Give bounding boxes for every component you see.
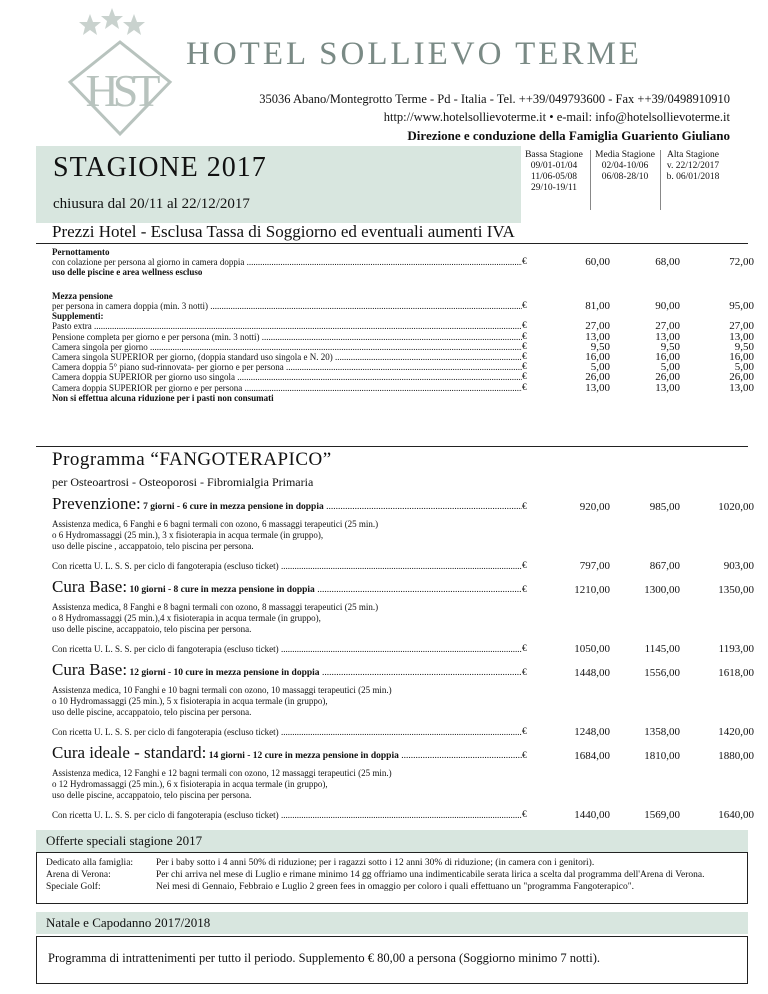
- prices-title: Prezzi Hotel - Esclusa Tassa di Soggiorno ed eventuali aumenti IVA: [52, 222, 515, 241]
- price-high: 5,00: [734, 361, 754, 374]
- price-low: 1440,00: [574, 809, 610, 821]
- package-desc: uso delle piscine , accappatoio, telo piscina per persona.: [52, 541, 254, 551]
- package-name: Prevenzione:: [52, 494, 141, 513]
- package-label: [52, 577, 522, 600]
- package-row: [52, 743, 754, 766]
- offer-label: Speciale Golf:: [46, 882, 101, 892]
- star-icons: [79, 8, 145, 35]
- currency: €: [522, 585, 527, 595]
- price-row: [52, 256, 754, 268]
- package-desc: o 6 Hydromassaggi (25 min.), 3 x fisioterapia in acqua termale (in gruppo),: [52, 530, 324, 540]
- package-desc: Assistenza medica, 6 Fanghi e 6 bagni termali con ozono, 6 massaggi terapeutici (25 min.): [52, 519, 379, 529]
- logo-letters: HST: [85, 65, 155, 116]
- package-desc: Assistenza medica, 8 Fanghi e 8 bagni termali con ozono, 8 massaggi terapeutici (25 min.): [52, 602, 379, 612]
- price-low: 5,00: [590, 361, 610, 374]
- offer-label: Dedicato alla famiglia:: [46, 858, 134, 868]
- currency: €: [522, 644, 527, 654]
- price-high: 1880,00: [718, 750, 754, 762]
- package-detail: 10 giorni - 8 cure in mezza pensione in doppia: [129, 585, 315, 595]
- offer-item: [46, 881, 736, 893]
- row-label: Con ricetta U. L. S. S. per ciclo di fangoterapia (escluso ticket) .....: [52, 810, 522, 820]
- divider: [590, 150, 591, 210]
- price-low: 13,00: [585, 381, 610, 394]
- offer-text: Per i baby sotto i 4 anni 50% di riduzione; per i ragazzi sotto i 12 anni 30% di riduzione; (in camera con i genitori).: [156, 858, 595, 868]
- offer-label: Arena di Verona:: [46, 870, 111, 880]
- currency: €: [522, 727, 527, 737]
- currency: €: [522, 341, 527, 352]
- row-label: Con ricetta U. L. S. S. per ciclo di fangoterapia (escluso ticket) .....: [52, 644, 522, 654]
- row-label: Con ricetta U. L. S. S. per ciclo di fangoterapia (escluso ticket) .....: [52, 727, 522, 737]
- season-date: v. 22/12/2017: [666, 161, 720, 171]
- package-desc: Assistenza medica, 10 Fanghi e 10 bagni termali con ozono, 10 massaggi terapeutici (25 min.): [52, 685, 392, 695]
- package-block: [52, 494, 754, 577]
- row-label: per persona in camera doppia (min. 3 notti) .....: [52, 301, 522, 311]
- package-name: Cura Base:: [52, 577, 128, 596]
- currency: €: [522, 301, 527, 312]
- price-mid: 1145,00: [644, 643, 680, 655]
- package-desc: uso delle piscine, accappatoio, telo piscina per persona.: [52, 624, 252, 634]
- price-mid: 13,00: [655, 381, 680, 394]
- currency: €: [522, 321, 527, 332]
- price-low: 60,00: [585, 256, 610, 268]
- row-label: Camera doppia 5° piano sud-rinnovata- per giorno e per persona .....: [52, 362, 522, 372]
- price-mid: 1810,00: [644, 750, 680, 762]
- package-desc: uso delle piscine, accappatoio, telo piscina per persona.: [52, 707, 252, 717]
- price-mid: 1300,00: [644, 584, 680, 596]
- package-block: [52, 660, 754, 743]
- season-date: 29/10-19/11: [530, 183, 578, 193]
- package-detail: 14 giorni - 12 cure in mezza pensione in doppia: [208, 751, 399, 761]
- closure-dates: chiusura dal 20/11 al 22/12/2017: [53, 196, 250, 212]
- row-label: Camera singola per giorno .....: [52, 342, 522, 352]
- season-column-low: [521, 150, 587, 194]
- ricetta-row: [52, 809, 754, 821]
- price-mid: 16,00: [655, 351, 680, 364]
- package-label: [52, 743, 522, 766]
- package-row: [52, 577, 754, 600]
- package-label: [52, 494, 522, 517]
- price-table: [52, 247, 754, 403]
- price-high: 72,00: [729, 256, 754, 268]
- supplement-list: [52, 320, 754, 394]
- price-high: 16,00: [729, 351, 754, 364]
- section-head: Mezza pensione: [52, 291, 113, 302]
- program-title: Programma “FANGOTERAPICO”: [52, 449, 332, 470]
- section-head: Pernottamento: [52, 247, 110, 257]
- divider: [36, 446, 748, 447]
- price-low: 16,00: [585, 351, 610, 364]
- package-desc: o 12 Hydromassaggi (25 min.), 6 x fisioterapia in acqua termale (in gruppo),: [52, 779, 328, 789]
- hotel-logo: [50, 4, 190, 144]
- row-label: Camera doppia SUPERIOR per giorno uso singola .....: [52, 372, 522, 382]
- christmas-title: Natale e Capodanno 2017/2018: [46, 915, 211, 930]
- currency: €: [522, 810, 527, 820]
- package-label: [52, 660, 522, 683]
- season-title: STAGIONE 2017: [53, 152, 267, 183]
- season-date: 02/04-10/06: [601, 161, 649, 171]
- price-mid: 26,00: [655, 371, 680, 384]
- package-desc: o 8 Hydromassaggi (25 min.),4 x fisioterapia in acqua termale (in gruppo),: [52, 613, 321, 623]
- row-label: Pensione completa per giorno e per persona (min. 3 notti) .....: [52, 332, 522, 342]
- supplement-row: [52, 381, 754, 394]
- price-low: 81,00: [585, 300, 610, 313]
- row-label: Con ricetta U. L. S. S. per ciclo di fangoterapia (escluso ticket) .....: [52, 561, 522, 571]
- package-block: [52, 577, 754, 660]
- price-high: 1640,00: [718, 809, 754, 821]
- price-high: 1020,00: [718, 501, 754, 513]
- price-high: 1193,00: [718, 643, 754, 655]
- offer-text: Nei mesi di Gennaio, Febbraio e Luglio 2 green fees in omaggio per coloro i quali effettuano un "programma Fangoterapico".: [156, 882, 634, 892]
- price-low: 27,00: [585, 320, 610, 333]
- price-high: 903,00: [723, 560, 754, 572]
- season-date: b. 06/01/2018: [666, 172, 720, 182]
- section-note: uso delle piscine e area wellness escluso: [52, 267, 203, 278]
- package-detail: 7 giorni - 6 cure in mezza pensione in doppia: [143, 502, 324, 512]
- price-mid: 90,00: [655, 300, 680, 313]
- season-column-mid: [592, 150, 658, 183]
- price-high: 26,00: [729, 371, 754, 384]
- price-mid: 9,50: [660, 340, 680, 353]
- currency: €: [522, 331, 527, 342]
- price-row: [52, 300, 754, 313]
- currency: €: [522, 668, 527, 678]
- currency: €: [522, 372, 527, 383]
- offers-title: Offerte speciali stagione 2017: [46, 833, 203, 848]
- price-high: 1420,00: [718, 726, 754, 738]
- price-mid: 5,00: [660, 361, 680, 374]
- package-row: [52, 494, 754, 517]
- price-mid: 27,00: [655, 320, 680, 333]
- price-mid: 68,00: [655, 256, 680, 268]
- section-note: Non si effettua alcuna riduzione per i pasti non consumati: [52, 392, 274, 403]
- price-mid: 13,00: [655, 330, 680, 343]
- hotel-name: HOTEL SOLLIEVO TERME: [186, 36, 642, 72]
- currency: €: [522, 751, 527, 761]
- row-label: con colazione per persona al giorno in camera doppia .....: [52, 257, 522, 267]
- price-low: 1050,00: [574, 643, 610, 655]
- package-desc: o 10 Hydromassaggi (25 min.), 5 x fisioterapia in acqua termale (in gruppo),: [52, 696, 328, 706]
- package-name: Cura Base:: [52, 660, 128, 679]
- supplement-row: [52, 351, 754, 364]
- price-mid: 867,00: [649, 560, 680, 572]
- season-column-title: Alta Stagione: [667, 150, 719, 160]
- supplement-row: [52, 361, 754, 374]
- price-low: 1448,00: [574, 667, 610, 679]
- offer-item: [46, 869, 736, 881]
- supplement-row: [52, 320, 754, 333]
- offers-list: [46, 857, 736, 893]
- row-label: Camera singola SUPERIOR per giorno, (doppia standard uso singola e N. 20) .....: [52, 352, 522, 362]
- package-block: [52, 743, 754, 826]
- price-high: 13,00: [729, 381, 754, 394]
- row-label: Pasto extra .....: [52, 321, 522, 331]
- season-date: 06/08-28/10: [601, 172, 649, 182]
- price-low: 920,00: [579, 501, 610, 513]
- price-low: 1684,00: [574, 750, 610, 762]
- package-name: Cura ideale - standard:: [52, 743, 207, 762]
- price-high: 1618,00: [718, 667, 754, 679]
- supplement-row: [52, 371, 754, 384]
- price-mid: 1358,00: [644, 726, 680, 738]
- divider: [36, 243, 748, 244]
- ricetta-row: [52, 560, 754, 572]
- currency: €: [522, 382, 527, 393]
- currency: €: [522, 352, 527, 363]
- offer-text: Per chi arriva nel mese di Luglio e rimane minimo 14 gg offriamo una indimenticabile serata lirica a scelta dal programma dell'Arena di Verona.: [156, 870, 705, 880]
- supplement-row: [52, 330, 754, 343]
- package-detail: 12 giorni - 10 cure in mezza pensione in doppia: [129, 668, 320, 678]
- offer-item: [46, 857, 736, 869]
- currency: €: [522, 561, 527, 571]
- price-low: 797,00: [579, 560, 610, 572]
- price-high: 9,50: [734, 340, 754, 353]
- package-row: [52, 660, 754, 683]
- price-low: 13,00: [585, 330, 610, 343]
- package-desc: uso delle piscine, accappatoio, telo piscina per persona.: [52, 790, 252, 800]
- price-high: 1350,00: [718, 584, 754, 596]
- address-line: 35036 Abano/Montegrotto Terme - Pd - Italia - Tel. ++39/049793600 - Fax ++39/0498910910: [259, 92, 730, 106]
- row-label: Camera doppia SUPERIOR per giorno e per persona .....: [52, 383, 522, 393]
- season-date: 09/01-01/04: [530, 161, 578, 171]
- price-high: 95,00: [729, 300, 754, 313]
- price-low: 9,50: [590, 340, 610, 353]
- management-line: Direzione e conduzione della Famiglia Guariento Giuliano: [407, 128, 730, 143]
- package-list: [52, 494, 754, 826]
- supplement-row: [52, 340, 754, 353]
- package-desc: Assistenza medica, 12 Fanghi e 12 bagni termali con ozono, 12 massaggi terapeutici (25 min.): [52, 768, 392, 778]
- currency: €: [522, 502, 527, 512]
- price-low: 1248,00: [574, 726, 610, 738]
- ricetta-row: [52, 726, 754, 738]
- price-low: 26,00: [585, 371, 610, 384]
- season-column-high: [660, 150, 726, 183]
- currency: €: [522, 257, 527, 267]
- program-subtitle: per Osteoartrosi - Osteoporosi - Fibromialgia Primaria: [52, 475, 314, 489]
- price-high: 27,00: [729, 320, 754, 333]
- price-mid: 985,00: [649, 501, 680, 513]
- contact-line: http://www.hotelsollievoterme.it • e-mail: info@hotelsollievoterme.it: [383, 110, 730, 124]
- section-head: Supplementi:: [52, 311, 104, 322]
- price-high: 13,00: [729, 330, 754, 343]
- christmas-text: Programma di intrattenimenti per tutto il periodo. Supplemento € 80,00 a persona (Soggiorno minimo 7 notti).: [48, 951, 601, 965]
- price-mid: 1569,00: [644, 809, 680, 821]
- season-date: 11/06-05/08: [530, 172, 578, 182]
- season-column-title: Media Stagione: [595, 150, 655, 160]
- season-column-title: Bassa Stagione: [525, 150, 583, 160]
- currency: €: [522, 362, 527, 373]
- price-low: 1210,00: [574, 584, 610, 596]
- price-mid: 1556,00: [644, 667, 680, 679]
- ricetta-row: [52, 643, 754, 655]
